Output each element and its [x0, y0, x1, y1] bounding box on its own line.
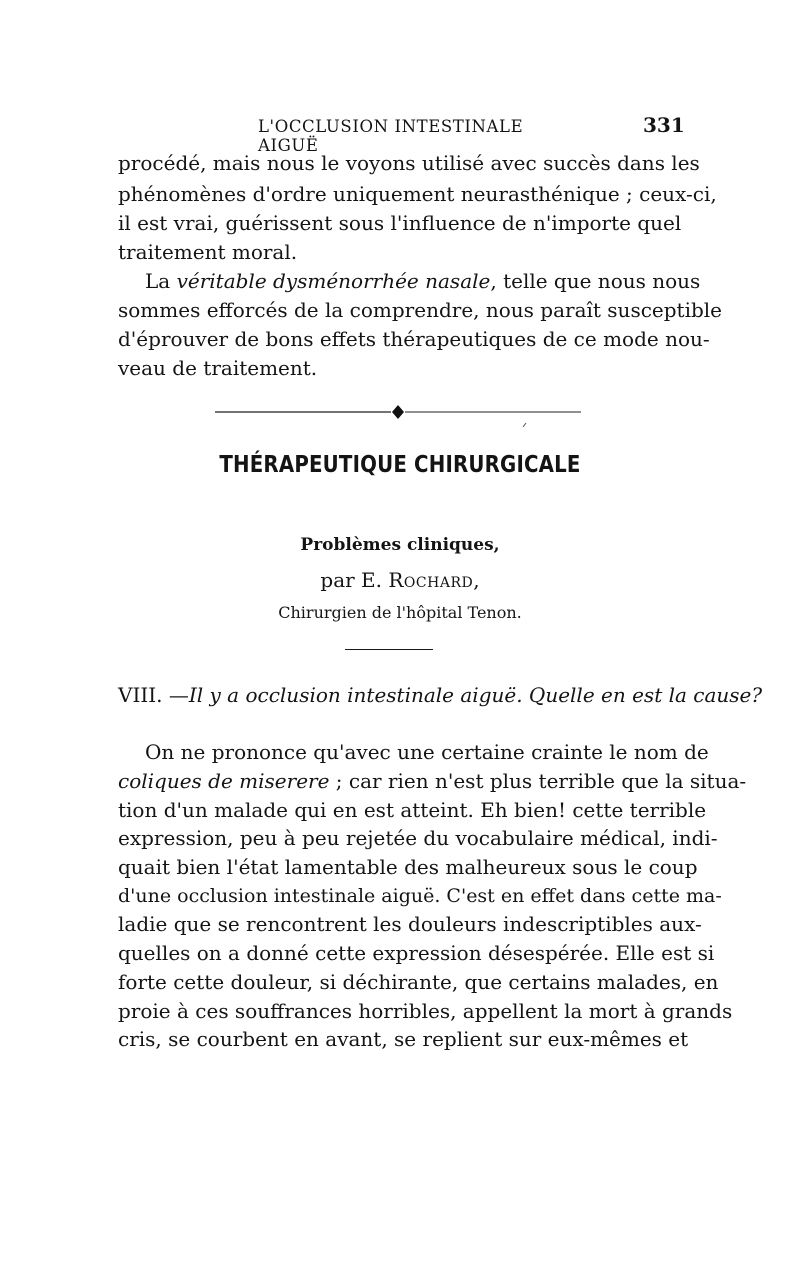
text-run: ; car rien n'est plus terrible que la situa- [329, 769, 747, 793]
heading-number: VIII. [118, 683, 163, 707]
paragraph-line: procédé, mais nous le voyons utilisé avec succès dans les [118, 151, 700, 175]
paragraph-line: forte cette douleur, si déchirante, que certains malades, en [118, 970, 719, 994]
page-number: 331 [643, 113, 685, 137]
paragraph-line: veau de traitement. [118, 356, 318, 380]
paragraph-line: il est vrai, guérissent sous l'influence de n'importe quel [118, 211, 682, 235]
chapter-heading [118, 683, 763, 707]
paragraph-line: sommes efforcés de la comprendre, nous paraît susceptible [118, 298, 723, 322]
paragraph-line: quait bien l'état lamentable des malheureux sous le coup [118, 855, 698, 879]
author-prefix: par E. [320, 568, 389, 592]
paragraph-line: cris, se courbent en avant, se replient sur eux-mêmes et [118, 1027, 689, 1051]
article-subtitle: Problèmes cliniques, [300, 535, 500, 555]
author-suffix: , [473, 568, 480, 592]
author-name: Rochard [388, 568, 474, 592]
text-run: , telle que nous nous [490, 269, 701, 293]
author-line [0, 568, 800, 592]
section-title: THÉRAPEUTIQUE CHIRURGICALE [219, 452, 581, 478]
author-affiliation: Chirurgien de l'hôpital Tenon. [278, 603, 522, 622]
ornament-divider [213, 400, 583, 430]
paragraph-line: phénomènes d'ordre uniquement neurasthénique ; ceux-ci, [118, 182, 717, 206]
paragraph-line: d'une occlusion intestinale aiguë. C'est en effet dans cette ma- [118, 885, 722, 907]
paragraph-line: proie à ces souffrances horribles, appellent la mort à grands [118, 999, 733, 1023]
running-head: L'OCCLUSION INTESTINALE AIGUË [258, 117, 524, 155]
paragraph-line: d'éprouver de bons effets thérapeutiques de ce mode nou- [118, 327, 710, 351]
short-rule [345, 649, 433, 650]
italic-term: véritable dysménorrhée nasale [176, 269, 491, 293]
paragraph-line [145, 269, 701, 293]
paragraph-line [118, 769, 747, 793]
heading-question: Il y a occlusion intestinale aiguë. Quelle en est la cause? [188, 683, 763, 707]
heading-dash: — [162, 683, 189, 707]
paragraph-line: quelles on a donné cette expression désespérée. Elle est si [118, 941, 715, 965]
paragraph-line: expression, peu à peu rejetée du vocabulaire médical, indi- [118, 826, 718, 850]
paragraph-line: ladie que se rencontrent les douleurs indescriptibles aux- [118, 912, 702, 936]
paragraph-line: On ne prononce qu'avec une certaine crainte le nom de [145, 740, 709, 764]
paragraph-line: traitement moral. [118, 240, 298, 264]
paragraph-line: tion d'un malade qui en est atteint. Eh bien! cette terrible [118, 798, 707, 822]
text-run: La [145, 269, 177, 293]
italic-term: coliques de miserere [118, 769, 330, 793]
